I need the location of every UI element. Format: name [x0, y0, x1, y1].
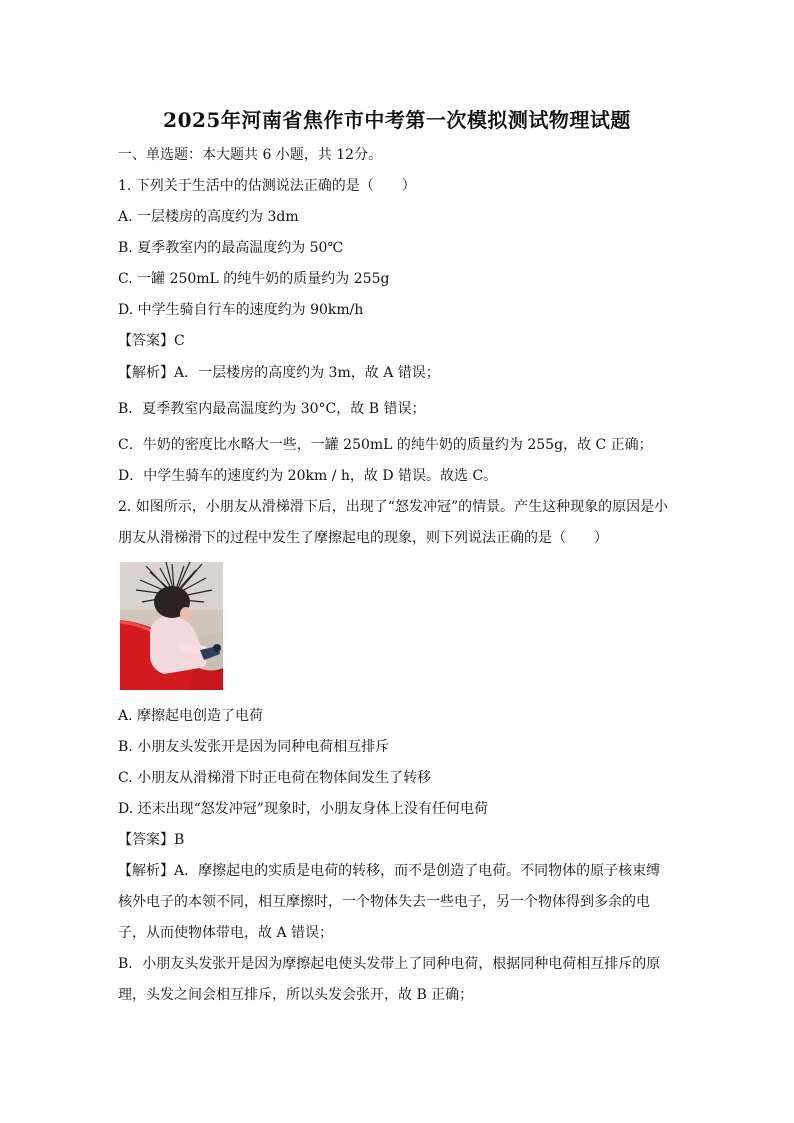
page-title: 2025年河南省焦作市中考第一次模拟测试物理试题 — [163, 108, 631, 132]
q2-stem: 朋友从滑梯滑下的过程中发生了摩擦起电的现象，则下列说法正确的是（ ） — [118, 530, 608, 546]
q2-analysis-line: 【解析】A．摩擦起电的实质是电荷的转移，而不是创造了电荷。不同物体的原子核束缚 — [118, 863, 661, 879]
section-heading: 一、单选题：本大题共 6 小题，共 12分。 — [118, 147, 383, 163]
q1-answer: 【答案】C — [118, 333, 185, 349]
q1-analysis-line: B．夏季教室内最高温度约为 30°C，故 B 错误； — [118, 401, 426, 417]
q1-option-b: B. 夏季教室内的最高温度约为 50℃ — [118, 240, 344, 256]
q1-option-d: D. 中学生骑自行车的速度约为 90km/h — [118, 302, 364, 318]
q2-option-b: B. 小朋友头发张开是因为同种电荷相互排斥 — [118, 739, 390, 755]
q2-option-a: A. 摩擦起电创造了电荷 — [118, 708, 264, 724]
q2-analysis-line: B．小朋友头发张开是因为摩擦起电使头发带上了同种电荷，根据同种电荷相互排斥的原 — [118, 956, 661, 972]
q2-answer: 【答案】B — [118, 832, 185, 848]
photo-illustration — [120, 562, 223, 690]
q2-stem: 2. 如图所示，小朋友从滑梯滑下后，出现了“怒发冲冠”的情景。产生这种现象的原因是小 — [118, 499, 669, 515]
q2-option-c: C. 小朋友从滑梯滑下时正电荷在物体间发生了转移 — [118, 770, 432, 786]
q2-analysis-line: 子，从而使物体带电，故 A 错误； — [118, 925, 334, 941]
q2-analysis-line: 核外电子的本领不同，相互摩擦时，一个物体失去一些电子，另一个物体得到多余的电 — [118, 894, 650, 910]
q1-option-c: C. 一罐 250mL 的纯牛奶的质量约为 255g — [118, 271, 390, 287]
q1-stem: 1. 下列关于生活中的估测说法正确的是（ ） — [118, 178, 416, 194]
q1-analysis-line: D．中学生骑车的速度约为 20km / h，故 D 错误。故选 C。 — [118, 468, 498, 484]
q1-option-a: A. 一层楼房的高度约为 3dm — [118, 209, 299, 225]
q2-analysis-line: 理，头发之间会相互排斥，所以头发会张开，故 B 正确； — [118, 987, 474, 1003]
q2-option-d: D. 还未出现“怒发冲冠”现象时，小朋友身体上没有任何电荷 — [118, 801, 488, 817]
child-on-slide-photo — [120, 562, 223, 690]
q1-analysis-line: C．牛奶的密度比水略大一些，一罐 250mL 的纯牛奶的质量约为 255g，故 C 正确； — [118, 437, 653, 453]
q1-analysis-line: 【解析】A．一层楼房的高度约为 3m，故 A 错误； — [118, 365, 440, 381]
